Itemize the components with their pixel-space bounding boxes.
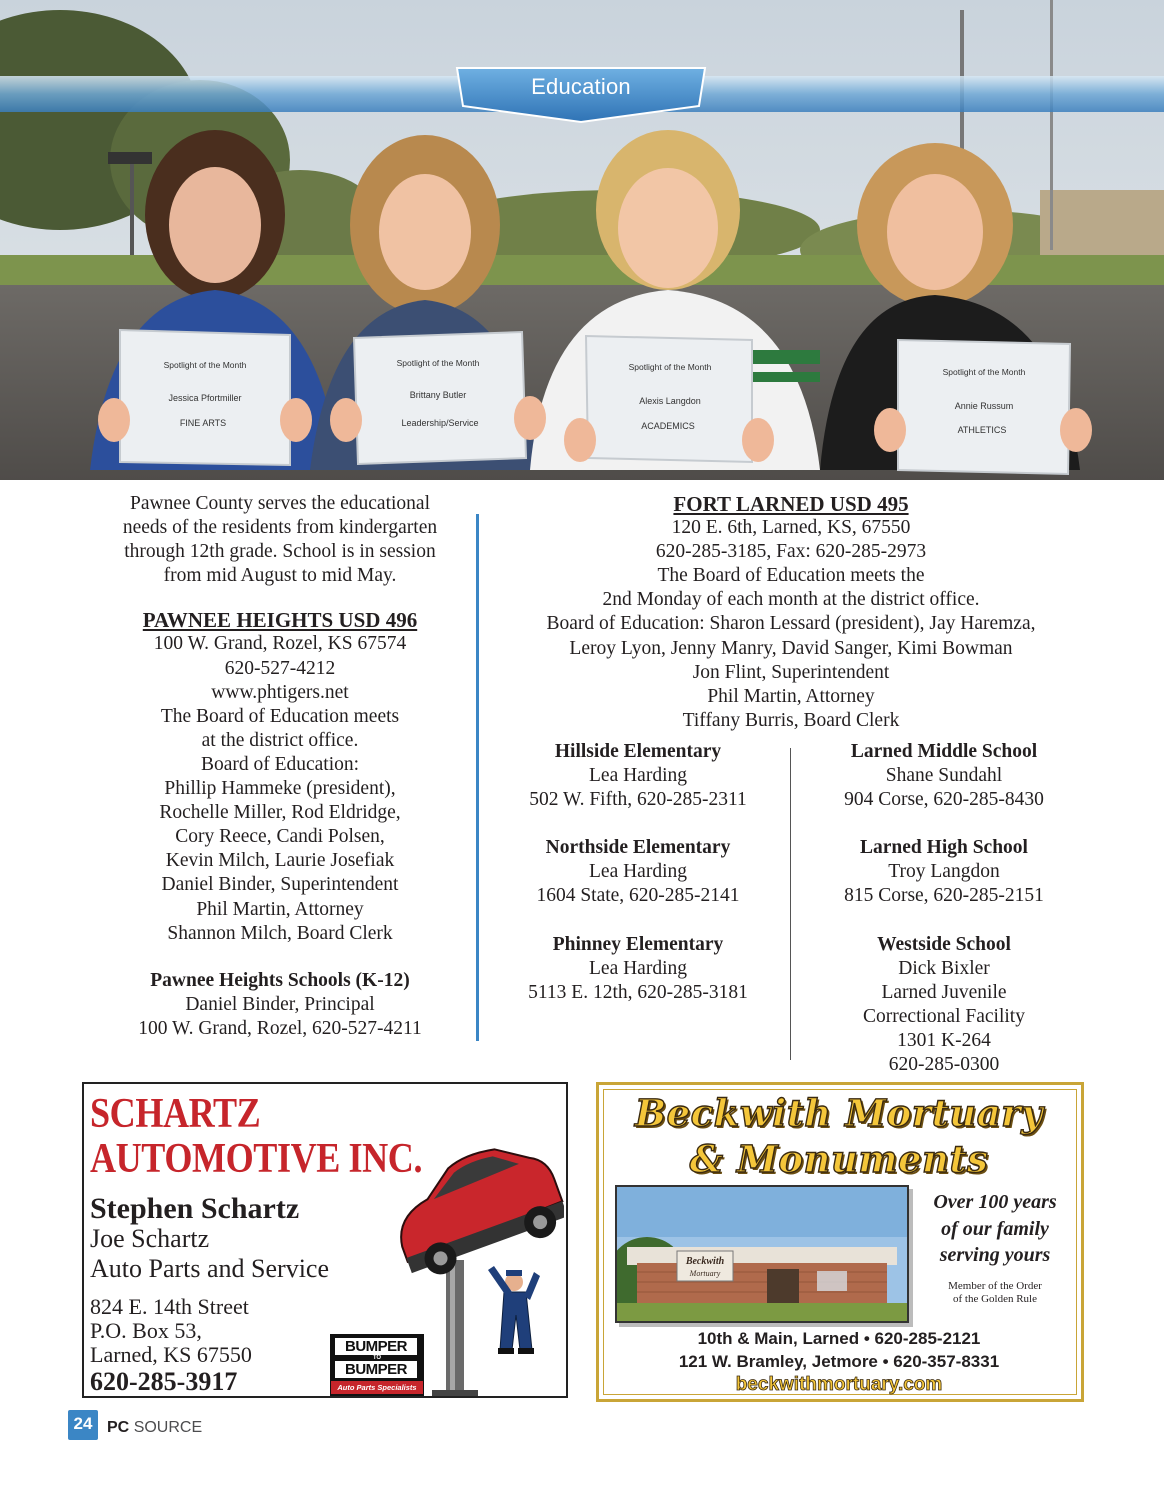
schools-divider [790,748,791,1060]
district-info-line: The Board of Education meets [160,705,400,727]
intro-line: Pawnee County serves the educational [130,493,430,514]
ad-phone: 620-285-3917 [90,1367,238,1396]
district-info-line: The Board of Education meets the [657,565,925,587]
district-info-line: Rochelle Miller, Rod Eldridge, [159,802,401,824]
cert-title: Spotlight of the Month [942,367,1026,377]
cert-category: FINE ARTS [179,418,227,428]
logo-text: TO [372,1355,382,1361]
district-info-line: Board of Education: Sharon Lessard (president), Jay Haremza, [546,613,1036,635]
fort-larned-column [508,492,1074,733]
ad-title: AUTOMOTIVE INC. [90,1136,423,1182]
column-divider [476,514,479,1041]
ad-slogan: Over 100 years [933,1191,1057,1213]
school-name: Phinney Elementary [552,933,724,955]
district-info-line: Cory Reece, Candi Polsen, [175,826,385,848]
district-info-line: Daniel Binder, Superintendent [161,874,399,896]
ad-title: SCHARTZ [90,1091,261,1137]
intro-line: through 12th grade. School is in session [124,541,436,563]
district-info-line: Phillip Hammeke (president), [164,778,396,800]
cert-category: ATHLETICS [957,425,1007,435]
bumper-to-bumper-logo [330,1334,424,1396]
district-info-line: Jon Flint, Superintendent [692,661,890,683]
pawnee-heights-heading: PAWNEE HEIGHTS USD 496 [142,608,418,633]
cert-name: Brittany Butler [409,390,467,400]
cert-category: Leadership/Service [401,418,479,428]
ad-contact: 10th & Main, Larned • 620-285-2121 [697,1329,981,1348]
cert-title: Spotlight of the Month [396,358,480,368]
school-info-line: 5113 E. 12th, 620-285-3181 [528,981,748,1003]
ad-website: beckwithmortuary.com [735,1374,943,1395]
schartz-automotive-ad [82,1082,568,1398]
intro-line: from mid August to mid May. [163,565,397,587]
ad-contact: 121 W. Bramley, Jetmore • 620-357-8331 [678,1352,1000,1371]
ad-owner: Stephen Schartz [90,1192,300,1225]
ad-co-owner: Joe Schartz [90,1224,210,1253]
mortuary-building-photo [615,1185,909,1323]
ad-title: Beckwith Mortuary [634,1091,1044,1135]
fort-larned-schools-right [796,740,1092,1077]
school-info-line: 502 W. Fifth, 620-285-2311 [529,789,747,811]
intro-line: needs of the residents from kindergarten [122,517,438,539]
district-info-line: 620-527-4212 [224,657,336,679]
ad-membership: of the Golden Rule [952,1293,1037,1305]
cert-name: Annie Russum [954,401,1014,411]
district-info-line: Leroy Lyon, Jenny Manry, David Sanger, Kimi Bowman [569,637,1013,659]
district-info-line: at the district office. [201,729,359,751]
fort-larned-schools-left [490,740,786,1005]
district-info-line: 2nd Monday of each month at the district office. [602,589,980,611]
building-sign-text: Beckwith [685,1256,725,1267]
district-website: www.phtigers.net [211,681,349,703]
school-info-line: 815 Corse, 620-285-2151 [844,885,1044,907]
district-info-line: Kevin Milch, Laurie Josefiak [165,850,395,872]
cert-category: ACADEMICS [641,421,695,431]
school-name: Hillside Elementary [554,741,722,762]
school-info-line: 1301 K-264 [897,1029,991,1051]
school-info-line: Correctional Facility [863,1005,1025,1027]
publication-name-bold: PC [107,1419,130,1436]
beckwith-mortuary-ad [596,1082,1084,1402]
school-name: Northside Elementary [545,837,731,859]
school-info-line: Lea Harding [589,957,687,979]
cert-name: Jessica Pfortmiller [168,393,242,403]
school-name: Larned Middle School [850,741,1038,762]
school-info-line: 904 Corse, 620-285-8430 [844,789,1044,811]
section-title: Education [531,74,631,99]
publication-name [107,1419,202,1437]
school-info-line: Shane Sundahl [885,765,1003,787]
school-info-line: Troy Langdon [888,861,1000,883]
school-info-line: Lea Harding [589,765,687,787]
pawnee-heights-column [80,492,480,1041]
ad-membership: Member of the Order [948,1280,1042,1292]
cert-title: Spotlight of the Month [163,360,247,370]
cert-name: Alexis Langdon [639,396,701,406]
logo-text: BUMPER [335,1338,417,1355]
ad-address: 824 E. 14th Street [90,1294,249,1319]
page-number: 24 [73,1414,93,1433]
school-info-line: Larned Juvenile [881,981,1007,1003]
cert-title: Spotlight of the Month [628,362,712,372]
district-info-line: Shannon Milch, Board Clerk [167,922,393,944]
district-info-line: 120 E. 6th, Larned, KS, 67550 [671,517,911,539]
district-info-line: Tiffany Burris, Board Clerk [682,709,900,731]
ad-title: & Monuments [689,1137,989,1181]
district-info-line: Board of Education: [200,753,360,775]
ad-address: Larned, KS 67550 [90,1342,252,1367]
ad-slogan: serving yours [939,1244,1051,1266]
school-name: Larned High School [860,837,1028,859]
school-info-line: Dick Bixler [898,957,990,979]
ad-service: Auto Parts and Service [90,1254,330,1283]
publication-name-rest: SOURCE [133,1419,203,1436]
school-info-line: Lea Harding [589,861,687,883]
logo-text: BUMPER [335,1361,417,1378]
ad-address: P.O. Box 53, [90,1318,202,1343]
district-info-line: 620-285-3185, Fax: 620-285-2973 [655,541,927,563]
district-info-line: Phil Martin, Attorney [196,898,364,920]
district-info-line: 100 W. Grand, Rozel, KS 67574 [153,633,407,655]
logo-tagline: Auto Parts Specialists [331,1381,423,1394]
school-name: Pawnee Heights Schools (K-12) [150,969,410,991]
district-info-line: Phil Martin, Attorney [707,685,875,707]
fort-larned-heading: FORT LARNED USD 495 [673,492,909,516]
school-info-line: 1604 State, 620-285-2141 [536,885,740,907]
ad-slogan: of our family [941,1218,1049,1240]
school-info-line: Daniel Binder, Principal [185,993,375,1015]
building-sign-text: Mortuary [689,1269,721,1278]
school-info-line: 620-285-0300 [888,1054,1000,1076]
school-name: Westside School [877,933,1011,955]
school-info-line: 100 W. Grand, Rozel, 620-527-4211 [138,1017,422,1039]
